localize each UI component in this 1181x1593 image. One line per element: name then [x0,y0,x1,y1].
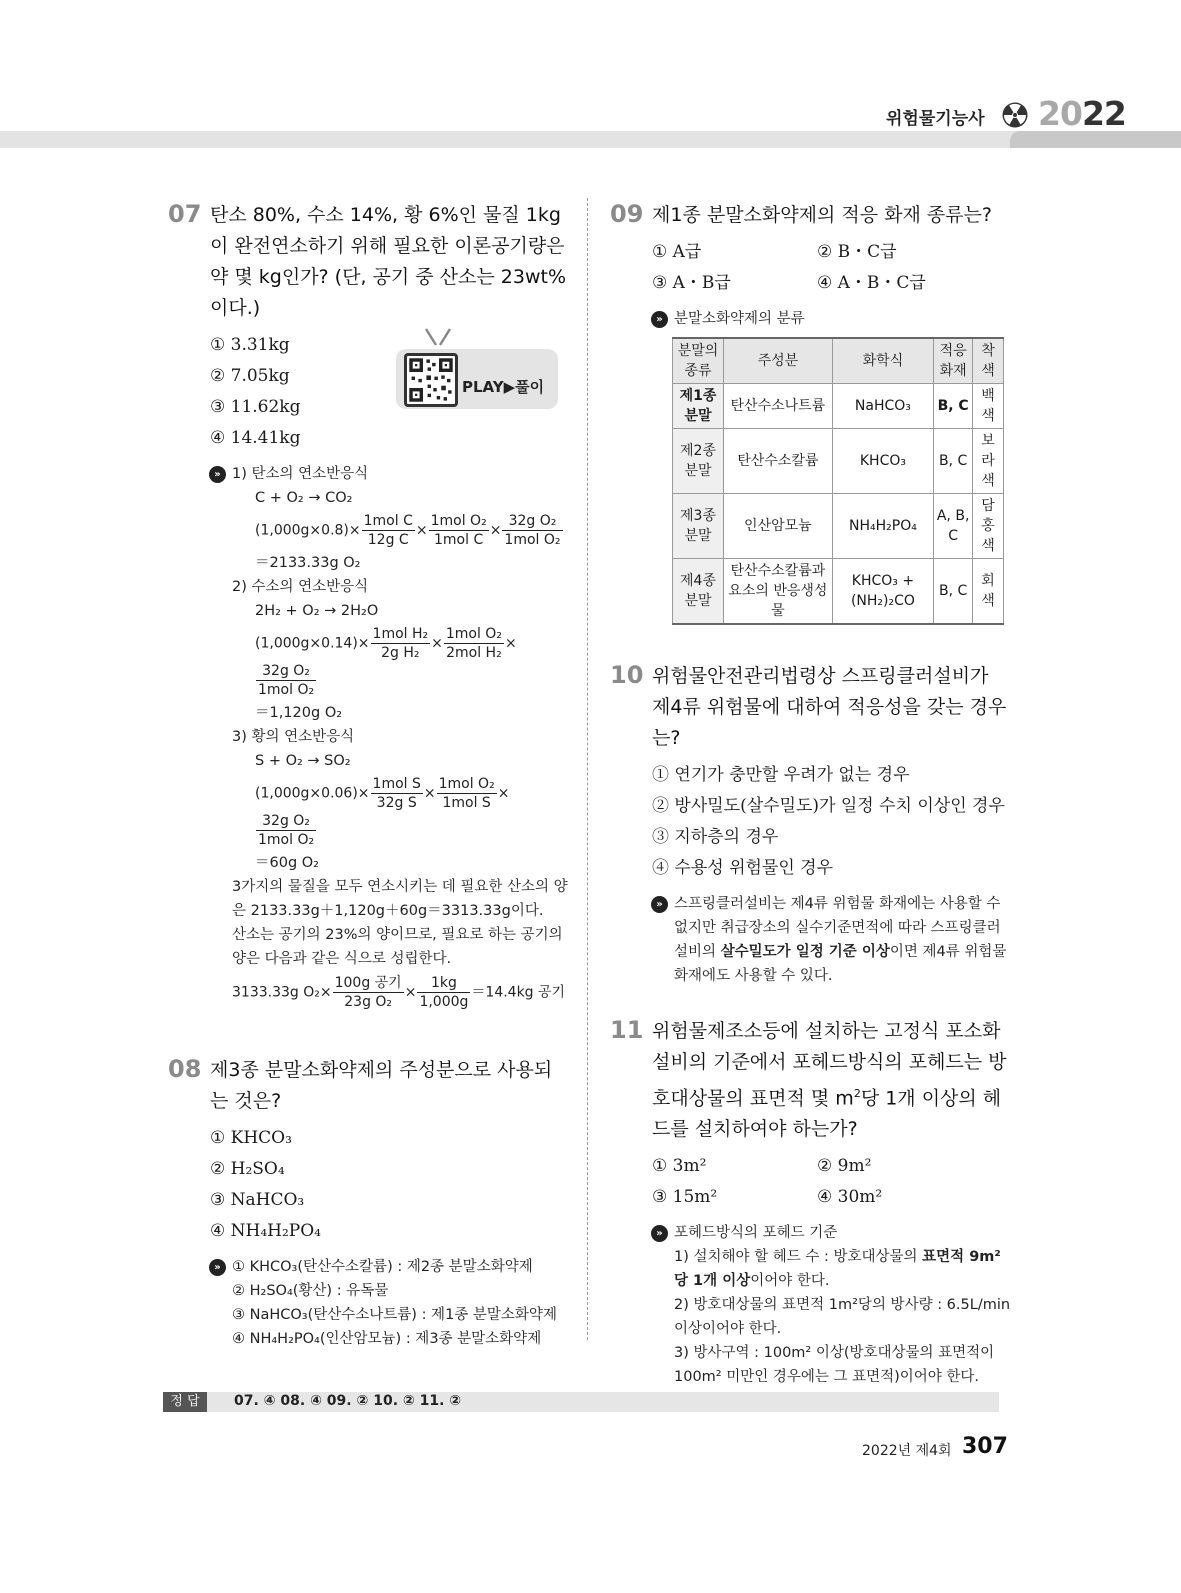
table-cell: 회색 [973,559,1004,625]
table-row [673,429,1004,494]
explanation-line: ③ NaHCO₃(탄산수소나트륨) : 제1종 분말소화약제 [232,1307,557,1323]
answer-label: 정 답 [163,1392,207,1412]
right-column [610,200,1012,1389]
antenna-icon [418,327,458,347]
table-cell: 탄산수소칼륨과 요소의 반응생성물 [724,559,833,625]
explanation [652,1221,1012,1389]
explanation [652,307,1012,331]
question-number: 10 [610,661,644,689]
option-3: ③ A・B급 [652,273,731,293]
option-4: ④ A・B・C급 [817,273,926,293]
table-cell: 탄산수소칼륨 [724,429,833,494]
options [210,1123,568,1247]
table-cell: KHCO₃ [832,429,933,494]
question-10 [610,661,1012,988]
step-title: 2) 수소의 연소반응식 [232,579,369,595]
result: ＝1,120g O₂ [255,705,343,721]
question-number: 07 [168,200,202,228]
table-cell: 제1종 분말 [673,384,724,429]
explanation-line: ① KHCO₃(탄산수소칼륨) : 제2종 분말소화약제 [232,1259,533,1275]
question-07 [168,200,568,1011]
table-cell: B, C [934,429,973,494]
step-title: 3) 황의 연소반응식 [232,729,355,745]
option-2: ② B・C급 [817,242,897,262]
question-text: 제1종 분말소화약제의 적응 화재 종류는? [652,204,992,226]
options [652,760,1012,884]
option-1: ① 3m² [652,1156,707,1177]
explanation-text: 스프링클러설비는 제4류 위험물 화재에는 사용할 수 없지만 취급장소의 실수기준면적에 따라 스프링클러설비의 살수밀도가 일정 기준 이상이면 제4류 위험물 화재에도 사용할 수 있다. [674,896,1007,984]
option-1: ① KHCO₃ [210,1128,292,1148]
result: ＝2133.33g O₂ [255,555,361,571]
explanation-line: ④ NH₄H₂PO₄(인산암모늄) : 제3종 분말소화약제 [232,1331,542,1347]
paragraph: 산소는 공기의 23%의 양이므로, 필요로 하는 공기의 양은 다음과 같은 식으로 성립한다. [232,927,563,967]
column-divider [587,198,588,1340]
option-1: ① 연기가 충만할 우려가 없는 경우 [652,765,910,785]
table-cell: A, B, C [934,494,973,559]
option-2: ② H₂SO₄ [210,1159,285,1179]
options [652,237,1012,299]
calculation: (1,000g×0.14)× $\frac{\text{1mol H₂}}{\text{2g H₂}}$ × $\frac{\text{1mol O₂}}{\text{2mol H₂}}$ × $\frac{\text{32g O₂}}{\text{1mol O₂}}$ [255,626,517,698]
question-11 [610,1016,1012,1389]
option-2: ② 방사밀도(살수밀도)가 일정 수치 이상인 경우 [652,796,1005,816]
header-band [0,131,1181,148]
table-header: 분말의 종류 [673,338,724,384]
final-calculation: 3133.33g O₂× $\frac{\text{100g 공기}}{\text{23g O₂}}$ × $\frac{1kg}{1,000g}$ ＝14.4kg 공기 [232,975,566,1010]
table-cell: 담홍색 [973,494,1004,559]
explanation-line: 2) 방호대상물의 표면적 1m²당의 방사량 : 6.5L/min 이상이어야 한다. [674,1297,1011,1338]
explanation-icon: » [209,466,226,483]
qr-play-widget[interactable] [396,327,558,413]
footer-session: 2022년 제4회 [862,1443,952,1459]
explanation-line: 3) 방사구역 : 100m² 이상(방호대상물의 표면적이 100m² 미만인 경우에는 그 표면적)이어야 한다. [674,1345,995,1386]
explanation-title: 포헤드방식의 포헤드 기준 [674,1225,838,1242]
equation: 2H₂ + O₂ → 2H₂O [255,603,379,619]
explanation-icon: » [651,1225,668,1242]
step-title: 1) 탄소의 연소반응식 [232,466,369,482]
table-cell: NaHCO₃ [832,384,933,429]
equation: S + O₂ → SO₂ [255,753,351,769]
answer-text: 07. ④ 08. ④ 09. ② 10. ② 11. ② [234,1393,462,1409]
explanation-icon: » [651,311,668,328]
radiation-icon [1002,102,1028,128]
table-header-row [673,338,1004,384]
question-text: 제3종 분말소화약제의 주성분으로 사용되는 것은? [210,1059,553,1112]
table-cell: KHCO₃ + (NH₂)₂CO [832,559,933,625]
table-cell: 보라색 [973,429,1004,494]
table-cell: 백색 [973,384,1004,429]
table-header: 적응 화재 [934,338,973,384]
calculation: (1,000g×0.06)× $\frac{\text{1mol S}}{\text{32g S}}$ × $\frac{\text{1mol O₂}}{\text{1mol S}}$ × $\frac{\text{32g O₂}}{\text{1mol O₂}}$ [255,776,510,848]
option-3: ③ 지하층의 경우 [652,827,779,847]
table-cell: B, C [934,559,973,625]
header-tab [1010,131,1181,148]
question-text: 위험물제조소등에 설치하는 고정식 포소화설비의 기준에서 포헤드방식의 포헤드는 방호대상물의 표면적 몇 $m^2$당 1개 이상의 헤드를 설치하여야 하는가? [652,1020,1007,1141]
option-1: ① A급 [652,242,702,262]
option-4: ④ 14.41kg [210,428,301,448]
table-header: 화학식 [832,338,933,384]
table-cell: 탄산수소나트륨 [724,384,833,429]
option-1: ① 3.31kg [210,335,290,355]
explanation-icon: » [209,1259,226,1276]
table-header: 착 색 [973,338,1004,384]
table-cell: 제2종 분말 [673,429,724,494]
equation: C + O₂ → CO₂ [255,490,353,506]
question-number: 11 [610,1016,644,1044]
table-row [673,384,1004,429]
table-row [673,494,1004,559]
options [652,1151,1012,1213]
option-4: ④ NH₄H₂PO₄ [210,1221,321,1241]
question-09 [610,200,1012,625]
option-3: ③ NaHCO₃ [210,1190,305,1210]
header-title: 위험물기능사 [886,109,985,129]
page-number: 307 [962,1434,1008,1459]
explanation-icon: » [651,896,668,913]
table-row [673,559,1004,625]
option-4: ④ 수용성 위험물인 경우 [652,858,834,878]
option-3: ③ 11.62kg [210,397,301,417]
option-2: ② 7.05kg [210,366,290,386]
header-year: 2022 [1038,94,1126,133]
question-text: 탄소 80%, 수소 14%, 황 6%인 물질 1kg이 완전연소하기 위해 필요한 이론공기량은 약 몇 kg인가? (단, 공기 중 산소는 23wt%이다.) [210,204,566,319]
qr-code-icon[interactable] [404,353,458,407]
explanation [210,1255,568,1351]
explanation-title: 분말소화약제의 분류 [674,311,805,327]
table-cell: B, C [934,384,973,429]
play-solution-label[interactable]: PLAY▶풀이 [462,378,545,396]
calculation: (1,000g×0.8)× $\frac{\text{1mol C}}{\text{12g C}}$ × $\frac{\text{1mol O₂}}{\text{1mol C}}$ × $\frac{\text{32g O₂}}{\text{1mol O₂}}$ [255,513,561,548]
powder-classification-table [672,337,1004,625]
explanation [210,462,568,1011]
table-cell: 인산암모늄 [724,494,833,559]
explanation [652,892,1012,988]
question-08 [168,1055,568,1351]
option-3: ③ 15m² [652,1187,718,1208]
explanation-line: 1) 설치해야 할 헤드 수 : 방호대상물의 표면적 9m²당 1개 이상이어야 한다. [674,1249,1001,1290]
table-header: 주성분 [724,338,833,384]
question-number: 09 [610,200,644,228]
question-text: 위험물안전관리법령상 스프링클러설비가 제4류 위험물에 대하여 적응성을 갖는 경우는? [652,665,1007,749]
option-4: ④ 30m² [817,1187,883,1208]
table-cell: 제3종 분말 [673,494,724,559]
table-cell: NH₄H₂PO₄ [832,494,933,559]
question-number: 08 [168,1055,202,1083]
explanation-line: ② H₂SO₄(황산) : 유독물 [232,1283,389,1299]
paragraph: 3가지의 물질을 모두 연소시키는 데 필요한 산소의 양은 2133.33g＋1,120g＋60g＝3313.33g이다. [232,879,568,919]
option-2: ② 9m² [817,1156,872,1177]
table-cell: 제4종 분말 [673,559,724,625]
result: ＝60g O₂ [255,855,319,871]
